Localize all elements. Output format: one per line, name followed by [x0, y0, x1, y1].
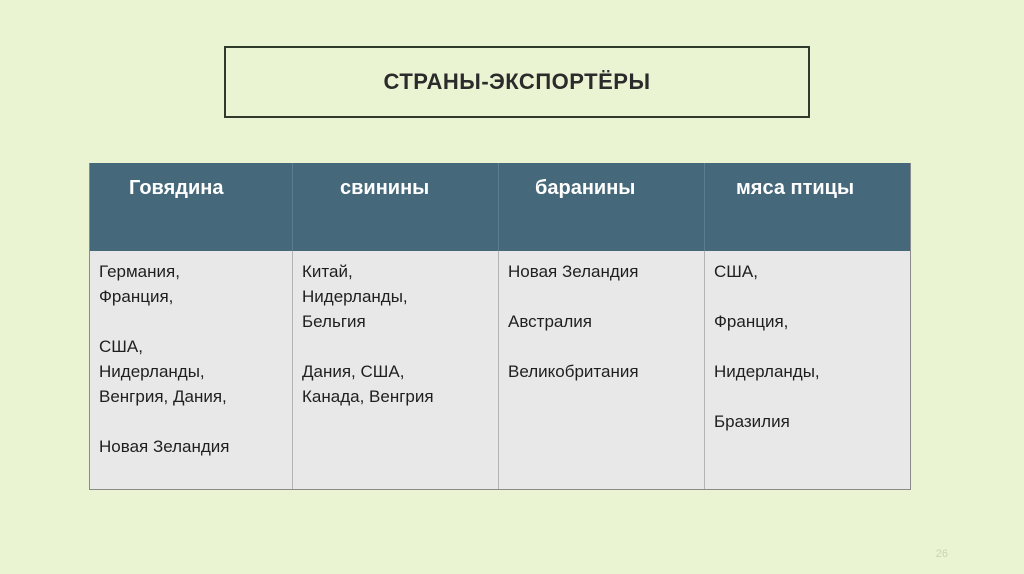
list-item: Новая Зеландия: [508, 262, 639, 281]
list-item: Франция,: [714, 312, 789, 331]
list-item: Нидерланды,: [714, 362, 820, 381]
list-item: Венгрия, Дания,: [99, 387, 227, 406]
list-item: США,: [714, 262, 758, 281]
header-cell-beef: [90, 163, 293, 251]
list-item: Великобритания: [508, 362, 639, 381]
list-item: Бразилия: [714, 412, 790, 431]
slide-title-box: [224, 46, 810, 118]
table-header-row: [90, 163, 911, 251]
list-item: Бельгия: [302, 312, 366, 331]
cell-pork-countries: [293, 251, 499, 490]
header-cell-mutton: [499, 163, 705, 251]
list-item: Нидерланды,: [302, 287, 408, 306]
list-item: Германия,: [99, 262, 180, 281]
list-item: Дания, США,: [302, 362, 405, 381]
header-poultry: мяса птицы: [736, 177, 855, 199]
header-beef: Говядина: [129, 177, 224, 199]
list-item: Австралия: [508, 312, 592, 331]
cell-poultry-countries: [705, 251, 911, 490]
list-item: Новая Зеландия: [99, 437, 230, 456]
page-number: 26: [935, 548, 948, 560]
list-item: США,: [99, 337, 143, 356]
header-mutton: баранины: [535, 177, 636, 199]
slide-title: СТРАНЫ-ЭКСПОРТЁРЫ: [383, 69, 651, 94]
list-item: Китай,: [302, 262, 353, 281]
header-cell-pork: [293, 163, 499, 251]
table-row: [90, 251, 911, 490]
exporters-table: [89, 163, 911, 490]
header-cell-poultry: [705, 163, 911, 251]
cell-mutton-countries: [499, 251, 705, 490]
header-pork: свинины: [340, 177, 430, 199]
list-item: Канада, Венгрия: [302, 387, 434, 406]
list-item: Франция,: [99, 287, 174, 306]
list-item: Нидерланды,: [99, 362, 205, 381]
cell-beef-countries: [90, 251, 293, 490]
